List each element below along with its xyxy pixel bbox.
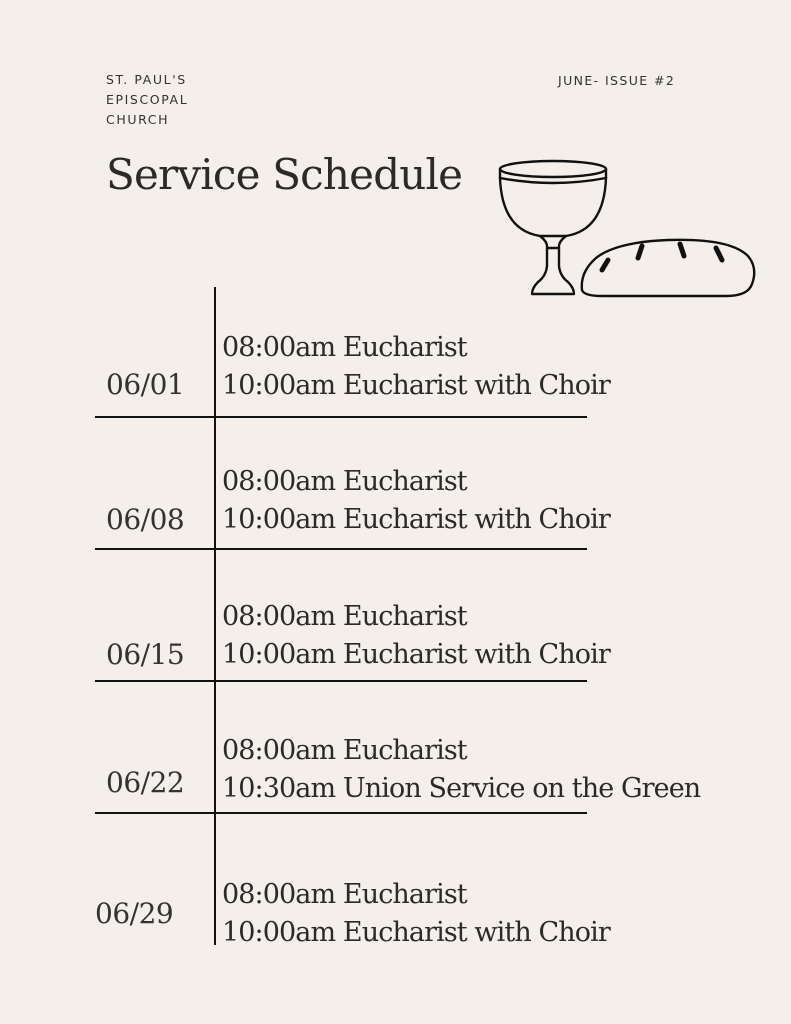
service-item: 08:00am Eucharist (222, 466, 467, 497)
schedule-date: 06/15 (106, 638, 185, 671)
row-divider (95, 416, 587, 418)
service-item: 08:00am Eucharist (222, 601, 467, 632)
schedule-services (222, 329, 610, 405)
bread-loaf-icon (582, 240, 754, 296)
row-divider (95, 680, 587, 682)
timeline-vertical-line (214, 287, 216, 945)
schedule-date: 06/22 (106, 766, 185, 799)
service-item: 08:00am Eucharist (222, 735, 467, 766)
church-name-line: ST. PAUL'S (106, 72, 187, 87)
service-item: 10:00am Eucharist with Choir (222, 504, 610, 535)
schedule-date: 06/01 (106, 368, 185, 401)
schedule-services (222, 876, 610, 952)
schedule-services (222, 732, 700, 808)
schedule-services (222, 598, 610, 674)
schedule-date: 06/29 (95, 897, 174, 930)
illustration (490, 150, 770, 310)
row-divider (95, 812, 587, 814)
row-divider (95, 548, 587, 550)
schedule-services (222, 463, 610, 539)
service-item: 10:30am Union Service on the Green (222, 773, 701, 804)
service-item: 10:00am Eucharist with Choir (222, 370, 610, 401)
church-name (106, 70, 188, 130)
church-name-line: EPISCOPAL (106, 92, 189, 107)
page-title: Service Schedule (106, 150, 463, 199)
church-name-line: CHURCH (106, 112, 170, 127)
service-item: 08:00am Eucharist (222, 879, 467, 910)
service-item: 10:00am Eucharist with Choir (222, 917, 610, 948)
chalice-icon (500, 161, 606, 294)
schedule-date: 06/08 (106, 503, 185, 536)
service-item: 08:00am Eucharist (222, 332, 467, 363)
issue-label: JUNE- ISSUE #2 (558, 73, 676, 88)
service-item: 10:00am Eucharist with Choir (222, 639, 610, 670)
